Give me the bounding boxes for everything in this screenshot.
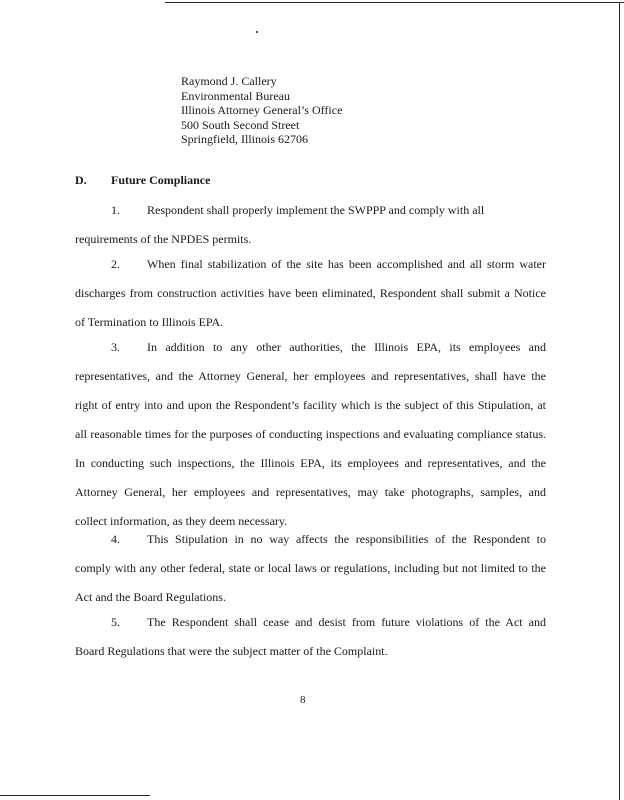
paragraph-number: 1. [111,203,120,217]
paragraph-4 [75,525,546,612]
paragraph-line: discharges from construction activities have been eliminated, Respondent shall submit a Notice [75,286,546,300]
paragraph-line: requirements of the NPDES permits. [75,232,252,246]
paragraph-line: representatives, and the Attorney General, her employees and representatives, shall have the [75,369,546,383]
paragraph-line: of Termination to Illinois EPA. [75,315,224,329]
paragraph-line: Act and the Board Regulations. [75,590,226,604]
address-street: 500 South Second Street [181,117,300,132]
paragraph-5 [75,608,546,666]
paragraph-1 [75,196,546,254]
paragraph-line: comply with any other federal, state or local laws or regulations, including but not limited to the [75,561,546,575]
paragraph-number: 3. [111,340,120,354]
scan-edge-top [165,2,624,3]
paragraph-line: This Stipulation in no way affects the responsibilities of the Respondent to [147,532,546,546]
paragraph-line: Respondent shall properly implement the SWPPP and comply with all [147,203,485,217]
address-city: Springfield, Illinois 62706 [181,132,308,146]
page-number: 8 [300,694,306,706]
address-office: Illinois Attorney General’s Office [181,103,343,117]
paragraph-line: The Respondent shall cease and desist from future violations of the Act and [147,615,546,629]
paragraph-line: collect information, as they deem necessary. [75,514,288,528]
scan-speck [256,31,258,33]
paragraph-number: 2. [111,257,120,271]
section-title: Future Compliance [111,173,211,187]
paragraph-3 [75,333,546,536]
paragraph-2 [75,250,546,337]
section-number: D. [75,173,87,187]
address-block [181,74,342,147]
paragraph-number: 4. [111,532,120,546]
paragraph-line: In conducting such inspections, the Illinois EPA, its employees and representatives, and the [75,456,546,470]
paragraph-line: In addition to any other authorities, the Illinois EPA, its employees and [147,340,546,354]
address-name: Raymond J. Callery [181,74,277,88]
scan-edge-right [619,2,620,800]
paragraph-number: 5. [111,615,120,629]
scan-edge-bottom [0,795,150,796]
address-bureau: Environmental Bureau [181,88,290,103]
paragraph-line: all reasonable times for the purposes of conducting inspections and evaluating compliance status. [75,427,546,441]
paragraph-line: Board Regulations that were the subject matter of the Complaint. [75,644,388,658]
paragraph-line: Attorney General, her employees and representatives, may take photographs, samples, and [75,485,546,499]
paragraph-line: When final stabilization of the site has been accomplished and all storm water [147,257,546,271]
paragraph-line: right of entry into and upon the Respondent’s facility which is the subject of this Stipulation, at [75,398,546,412]
